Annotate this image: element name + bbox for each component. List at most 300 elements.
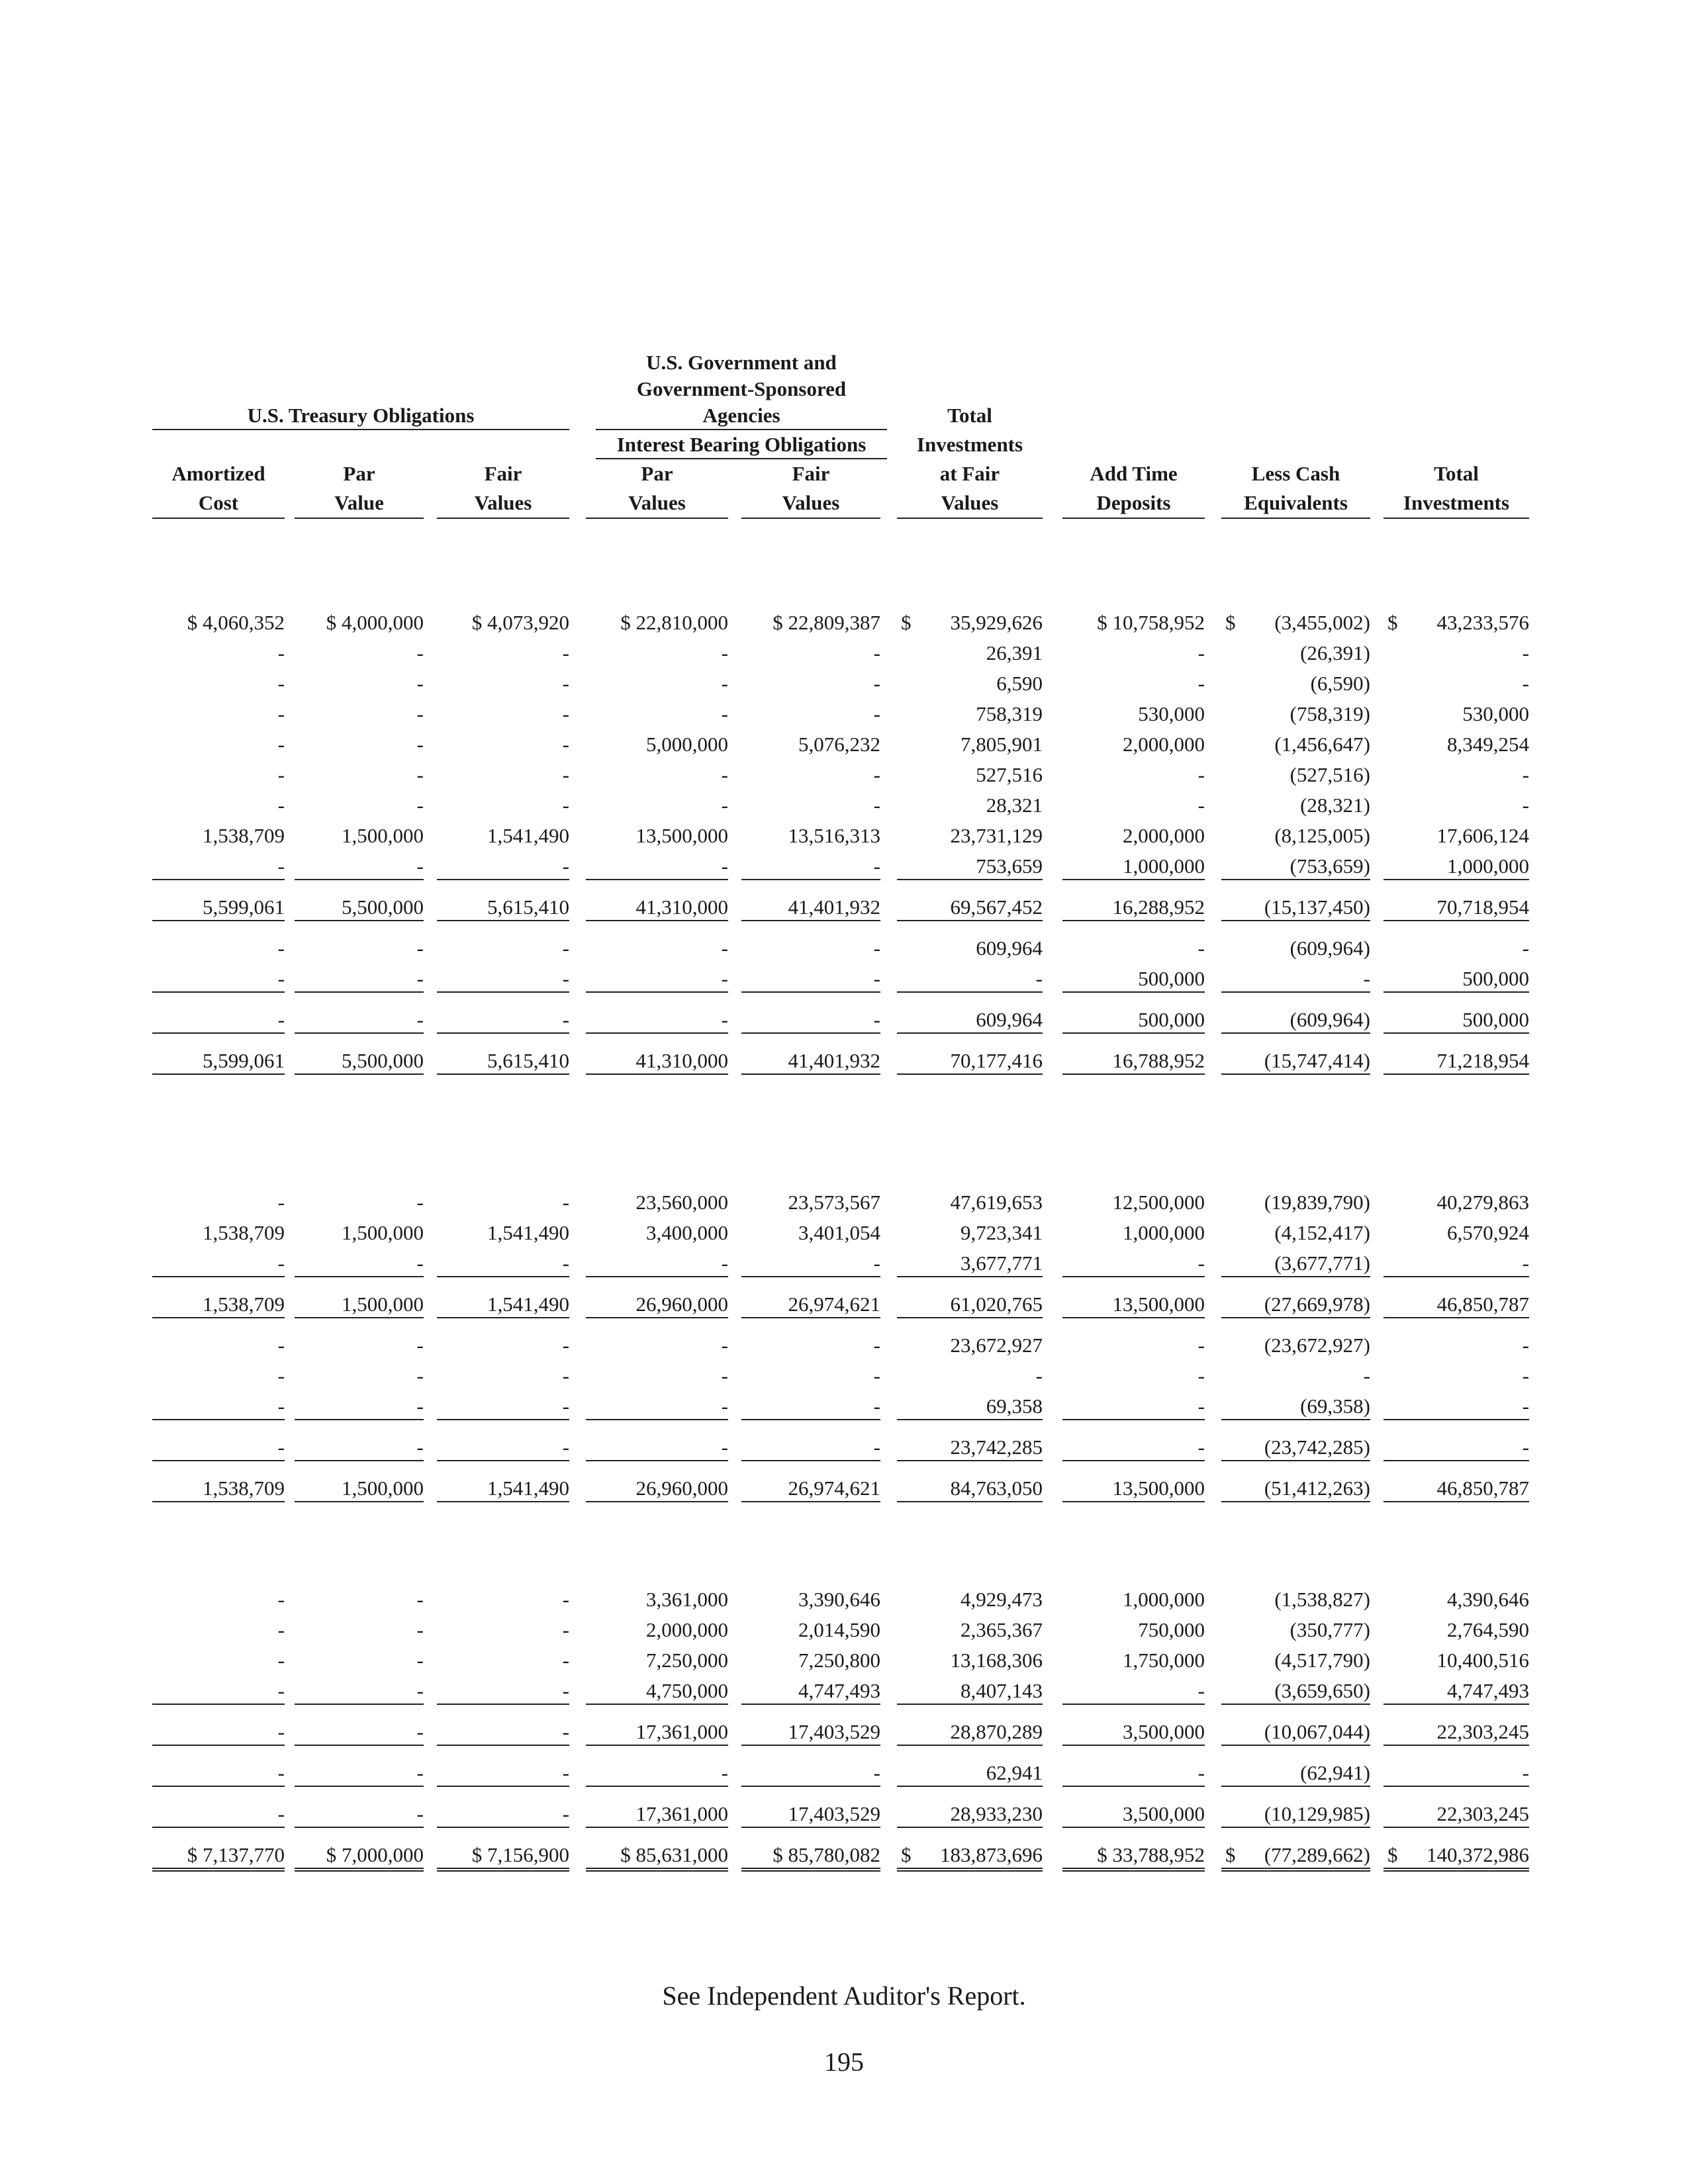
cell-value: 35,929,626 <box>950 611 1043 634</box>
cell-fair-values: - <box>437 1678 569 1705</box>
cell-par-value: - <box>416 672 424 695</box>
col-header-underline-amortized-cost <box>152 518 285 519</box>
cell-agency-fair-values: - <box>873 702 880 725</box>
cell-add-time-deposits: 1,000,000 <box>1062 854 1205 880</box>
cell-agency-par-values: $ 22,810,000 <box>620 611 728 634</box>
cell-agency-par-values: 5,000,000 <box>646 733 728 756</box>
header-gov-line-3: Agencies <box>702 404 780 427</box>
cell-fair-values: 5,615,410 <box>437 1048 569 1075</box>
cell-total-investments-fair-values: 609,964 <box>897 1007 1043 1034</box>
cell-add-time-deposits: 500,000 <box>1062 1007 1205 1034</box>
cell-add-time-deposits: 1,000,000 <box>1123 1221 1205 1244</box>
cell-par-value: $ 7,000,000 <box>295 1843 424 1872</box>
cell-agency-par-values: 7,250,000 <box>646 1649 728 1672</box>
table-row <box>152 936 1549 966</box>
cell-amortized-cost: - <box>277 1588 285 1611</box>
cell-total-investments-fair-values: 609,964 <box>976 936 1043 960</box>
cell-less-cash-equivalents: (350,777) <box>1289 1618 1370 1641</box>
cell-amortized-cost: - <box>152 1760 285 1787</box>
treasury-group-underline <box>152 429 569 430</box>
cell-par-value: 1,500,000 <box>342 1221 424 1244</box>
cell-fair-values: - <box>562 641 569 664</box>
cell-amortized-cost: - <box>152 1801 285 1828</box>
cell-fair-values: - <box>562 1364 569 1387</box>
cell-less-cash-equivalents: (8,125,005) <box>1274 824 1370 847</box>
col-header-par-value-1: Par <box>343 462 375 485</box>
cell-agency-fair-values: $ 22,809,387 <box>773 611 880 634</box>
cell-amortized-cost: - <box>152 1719 285 1746</box>
cell-amortized-cost: 1,538,709 <box>203 824 285 847</box>
col-header-agency-fair-values-1: Fair <box>792 462 830 485</box>
cell-agency-par-values: - <box>586 1251 728 1277</box>
cell-total-investments-fair-values: 84,763,050 <box>897 1476 1043 1502</box>
cell-agency-fair-values: - <box>741 1251 880 1277</box>
row-spacer <box>152 925 1549 936</box>
cell-add-time-deposits: - <box>1197 763 1205 786</box>
cell-agency-par-values: 4,750,000 <box>586 1678 728 1705</box>
cell-amortized-cost: - <box>152 1435 285 1461</box>
cell-less-cash-equivalents: (4,152,417) <box>1274 1221 1370 1244</box>
cell-value: (3,455,002) <box>1274 611 1370 634</box>
cell-amortized-cost: - <box>152 1678 285 1705</box>
cell-agency-fair-values: - <box>873 794 880 817</box>
cell-add-time-deposits: 530,000 <box>1138 702 1205 725</box>
col-header-fair-values-2: Values <box>474 491 532 514</box>
table-row <box>152 793 1549 823</box>
cell-add-time-deposits: - <box>1062 1394 1205 1420</box>
col-header-underline-agency-fair-values <box>741 518 880 519</box>
cell-less-cash-equivalents: (10,067,044) <box>1221 1719 1370 1746</box>
table-row <box>152 762 1549 793</box>
table-row <box>152 702 1549 732</box>
table-row <box>152 1220 1549 1251</box>
cell-total-investments-fair-values: 70,177,416 <box>897 1048 1043 1075</box>
cell-amortized-cost: 1,538,709 <box>203 1221 285 1244</box>
cell-add-time-deposits: 13,500,000 <box>1062 1476 1205 1502</box>
cell-amortized-cost: - <box>277 1334 285 1357</box>
cell-par-value: 1,500,000 <box>342 824 424 847</box>
cell-total-investments: - <box>1522 672 1529 695</box>
cell-total-investments <box>1383 610 1529 635</box>
cell-less-cash-equivalents: (51,412,263) <box>1221 1476 1370 1502</box>
cell-total-investments: 17,606,124 <box>1436 824 1529 847</box>
cell-total-investments: 40,279,863 <box>1436 1191 1529 1214</box>
row-spacer <box>152 1322 1549 1333</box>
cell-total-investments: 10,400,516 <box>1436 1649 1529 1672</box>
cell-less-cash-equivalents: (15,137,450) <box>1221 895 1370 921</box>
cell-agency-par-values: - <box>586 966 728 993</box>
cell-less-cash-equivalents: (15,747,414) <box>1221 1048 1370 1075</box>
cell-agency-fair-values: 4,747,493 <box>741 1678 880 1705</box>
cell-amortized-cost: - <box>152 1007 285 1034</box>
cell-agency-par-values: - <box>721 794 728 817</box>
cell-add-time-deposits: 1,000,000 <box>1123 1588 1205 1611</box>
cell-par-value: - <box>295 1719 424 1746</box>
cell-less-cash-equivalents: (62,941) <box>1221 1760 1370 1787</box>
cell-fair-values: $ 7,156,900 <box>437 1843 569 1872</box>
cell-amortized-cost: 1,538,709 <box>152 1292 285 1318</box>
cell-total-investments-fair-values <box>897 610 1043 635</box>
cell-add-time-deposits: 2,000,000 <box>1123 733 1205 756</box>
cell-agency-par-values: - <box>586 1007 728 1034</box>
cell-add-time-deposits: - <box>1062 1435 1205 1461</box>
cell-total-investments-fair-values: 23,731,129 <box>950 824 1043 847</box>
cell-total-investments: 2,764,590 <box>1447 1618 1529 1641</box>
cell-less-cash-equivalents: (1,538,827) <box>1274 1588 1370 1611</box>
cell-agency-par-values: - <box>721 702 728 725</box>
cell-agency-fair-values: - <box>873 672 880 695</box>
row-spacer <box>152 1281 1549 1292</box>
cell-fair-values: - <box>437 1394 569 1420</box>
cell-agency-fair-values: - <box>873 1364 880 1387</box>
table-row <box>152 1617 1549 1648</box>
cell-value: 140,372,986 <box>1427 1843 1529 1866</box>
cell-value: 43,233,576 <box>1436 611 1529 634</box>
cell-agency-fair-values: 17,403,529 <box>741 1719 880 1746</box>
col-header-underline-total-investments-fair-values <box>897 518 1043 519</box>
cell-total-investments-fair-values: 13,168,306 <box>950 1649 1043 1672</box>
cell-add-time-deposits: - <box>1197 936 1205 960</box>
cell-par-value: - <box>416 1649 424 1672</box>
cell-less-cash-equivalents: (3,677,771) <box>1221 1251 1370 1277</box>
cell-total-investments: 6,570,924 <box>1447 1221 1529 1244</box>
table-row <box>152 671 1549 702</box>
cell-agency-par-values: - <box>721 763 728 786</box>
cell-agency-fair-values: - <box>873 936 880 960</box>
col-header-total-investments-fair-values-1: at Fair <box>939 462 1000 485</box>
cell-fair-values: - <box>437 1251 569 1277</box>
cell-amortized-cost: 5,599,061 <box>152 895 285 921</box>
col-header-amortized-cost-2: Cost <box>198 491 239 514</box>
cell-par-value: - <box>295 1251 424 1277</box>
cell-fair-values: - <box>562 702 569 725</box>
cell-less-cash-equivalents: (609,964) <box>1289 936 1370 960</box>
cell-fair-values: - <box>562 1618 569 1641</box>
col-header-par-value-2: Value <box>334 491 384 514</box>
cell-par-value: - <box>416 641 424 664</box>
cell-agency-par-values: - <box>721 672 728 695</box>
cell-amortized-cost: $ 4,060,352 <box>187 611 285 634</box>
cell-fair-values: - <box>562 936 569 960</box>
cell-total-investments: - <box>1522 641 1529 664</box>
row-spacer <box>152 1791 1549 1801</box>
cell-less-cash-equivalents: (527,516) <box>1289 763 1370 786</box>
cell-total-investments-fair-values: 7,805,901 <box>961 733 1043 756</box>
cell-total-investments-fair-values: 61,020,765 <box>897 1292 1043 1318</box>
cell-total-investments-fair-values: 47,619,653 <box>950 1191 1043 1214</box>
cell-less-cash-equivalents: (3,659,650) <box>1221 1678 1370 1705</box>
investments-table <box>152 610 1549 1873</box>
cell-total-investments: - <box>1383 1760 1529 1787</box>
cell-less-cash-equivalents: (609,964) <box>1221 1007 1370 1034</box>
cell-add-time-deposits: 12,500,000 <box>1112 1191 1205 1214</box>
col-header-add-time-deposits-2: Deposits <box>1096 491 1171 514</box>
cell-amortized-cost: - <box>277 1618 285 1641</box>
cell-fair-values: - <box>437 854 569 880</box>
cell-add-time-deposits: 16,288,952 <box>1062 895 1205 921</box>
cell-total-investments-fair-values: - <box>1035 1364 1043 1387</box>
col-header-underline-par-value <box>295 518 424 519</box>
table-row <box>152 823 1549 854</box>
dollar-sign: $ <box>1387 611 1398 634</box>
cell-value: (77,289,662) <box>1264 1843 1370 1866</box>
auditor-report-note: See Independent Auditor's Report. <box>662 1981 1026 2011</box>
cell-agency-par-values: - <box>586 1435 728 1461</box>
table-row <box>152 1760 1549 1791</box>
cell-total-investments-fair-values: 527,516 <box>976 763 1043 786</box>
cell-less-cash-equivalents: (23,672,927) <box>1264 1334 1370 1357</box>
cell-amortized-cost: - <box>277 1191 285 1214</box>
cell-fair-values: 1,541,490 <box>487 824 569 847</box>
cell-total-investments-fair-values: 3,677,771 <box>897 1251 1043 1277</box>
col-header-underline-total-investments <box>1383 518 1529 519</box>
cell-amortized-cost: - <box>277 702 285 725</box>
cell-add-time-deposits: 3,500,000 <box>1062 1801 1205 1828</box>
cell-total-investments-fair-values: 8,407,143 <box>897 1678 1043 1705</box>
gov-group-underline <box>596 429 887 430</box>
cell-add-time-deposits: $ 10,758,952 <box>1097 611 1205 634</box>
cell-par-value: - <box>295 1760 424 1787</box>
cell-agency-fair-values: - <box>741 1394 880 1420</box>
table-row <box>152 1394 1549 1424</box>
cell-less-cash-equivalents: (26,391) <box>1300 641 1370 664</box>
cell-agency-fair-values: - <box>741 1760 880 1787</box>
cell-par-value: - <box>416 1191 424 1214</box>
row-spacer <box>152 1709 1549 1719</box>
header-gov-line-1: U.S. Government and <box>646 351 837 374</box>
cell-agency-fair-values: - <box>741 1435 880 1461</box>
cell-total-investments: 46,850,787 <box>1383 1476 1529 1502</box>
cell-add-time-deposits: 750,000 <box>1138 1618 1205 1641</box>
cell-amortized-cost: - <box>277 733 285 756</box>
col-header-total-investments-fair-values-2: Values <box>941 491 999 514</box>
cell-amortized-cost: - <box>277 1364 285 1387</box>
cell-par-value: - <box>416 702 424 725</box>
col-header-less-cash-equivalents-1: Less Cash <box>1251 462 1340 485</box>
table-row <box>152 1363 1549 1394</box>
cell-total-investments: - <box>1522 763 1529 786</box>
cell-amortized-cost: 1,538,709 <box>152 1476 285 1502</box>
cell-agency-fair-values: 23,573,567 <box>788 1191 880 1214</box>
cell-amortized-cost: - <box>277 672 285 695</box>
cell-par-value: $ 4,000,000 <box>326 611 424 634</box>
cell-total-investments-fair-values: 6,590 <box>996 672 1043 695</box>
col-header-underline-less-cash-equivalents <box>1221 518 1370 519</box>
table-row <box>152 1587 1549 1617</box>
cell-par-value: - <box>416 1588 424 1611</box>
cell-add-time-deposits: - <box>1062 1678 1205 1705</box>
gov-sub-underline <box>596 458 887 459</box>
table-row <box>152 1801 1549 1832</box>
cell-total-investments <box>1383 1843 1529 1872</box>
row-spacer <box>152 997 1549 1007</box>
cell-amortized-cost: - <box>277 763 285 786</box>
cell-total-investments: 71,218,954 <box>1383 1048 1529 1075</box>
col-header-total-investments-1: Total <box>1434 462 1479 485</box>
cell-agency-fair-values: - <box>873 763 880 786</box>
cell-amortized-cost: - <box>152 1251 285 1277</box>
table-row <box>152 1843 1549 1873</box>
cell-total-investments: 530,000 <box>1462 702 1529 725</box>
cell-par-value: - <box>416 763 424 786</box>
cell-amortized-cost: - <box>277 1649 285 1672</box>
cell-less-cash-equivalents <box>1221 610 1370 635</box>
cell-par-value: - <box>295 854 424 880</box>
cell-total-investments: 4,747,493 <box>1383 1678 1529 1705</box>
cell-less-cash-equivalents: (28,321) <box>1300 794 1370 817</box>
cell-par-value: - <box>416 794 424 817</box>
cell-fair-values: - <box>437 1801 569 1828</box>
cell-add-time-deposits: 1,750,000 <box>1123 1649 1205 1672</box>
cell-fair-values: - <box>437 1435 569 1461</box>
cell-add-time-deposits: $ 33,788,952 <box>1062 1843 1205 1872</box>
cell-total-investments: 500,000 <box>1383 1007 1529 1034</box>
table-row <box>152 610 1549 641</box>
cell-total-investments: - <box>1383 1435 1529 1461</box>
cell-add-time-deposits: 500,000 <box>1062 966 1205 993</box>
cell-total-investments-fair-values: 69,567,452 <box>897 895 1043 921</box>
cell-par-value: 5,500,000 <box>295 1048 424 1075</box>
cell-par-value: - <box>295 1007 424 1034</box>
cell-agency-fair-values: 2,014,590 <box>798 1618 880 1641</box>
cell-total-investments: 22,303,245 <box>1383 1719 1529 1746</box>
cell-agency-par-values: 26,960,000 <box>586 1292 728 1318</box>
cell-par-value: - <box>295 1678 424 1705</box>
cell-fair-values: 5,615,410 <box>437 895 569 921</box>
row-spacer <box>152 1465 1549 1476</box>
cell-agency-fair-values: 26,974,621 <box>741 1476 880 1502</box>
cell-agency-par-values: 23,560,000 <box>635 1191 728 1214</box>
dollar-sign: $ <box>1225 1843 1236 1866</box>
cell-agency-par-values: - <box>721 641 728 664</box>
cell-fair-values: - <box>562 672 569 695</box>
cell-agency-fair-values: 17,403,529 <box>741 1801 880 1828</box>
cell-agency-fair-values: 3,390,646 <box>798 1588 880 1611</box>
cell-total-investments-fair-values: 23,672,927 <box>950 1334 1043 1357</box>
cell-total-investments: 46,850,787 <box>1383 1292 1529 1318</box>
cell-par-value: - <box>416 936 424 960</box>
dollar-sign: $ <box>901 1843 912 1866</box>
cell-amortized-cost: - <box>277 641 285 664</box>
cell-agency-par-values: - <box>721 936 728 960</box>
row-spacer <box>152 884 1549 895</box>
cell-less-cash-equivalents: (753,659) <box>1221 854 1370 880</box>
cell-agency-fair-values: - <box>741 1007 880 1034</box>
row-spacer <box>152 1506 1549 1587</box>
cell-total-investments-fair-values: 62,941 <box>897 1760 1043 1787</box>
dollar-sign: $ <box>1225 611 1236 634</box>
cell-agency-fair-values: - <box>741 854 880 880</box>
col-header-fair-values-1: Fair <box>484 462 522 485</box>
table-row <box>152 641 1549 671</box>
cell-amortized-cost: $ 7,137,770 <box>152 1843 285 1872</box>
table-row <box>152 1190 1549 1220</box>
col-header-underline-agency-par-values <box>586 518 728 519</box>
cell-par-value: - <box>295 1394 424 1420</box>
cell-total-investments-fair-values: 753,659 <box>897 854 1043 880</box>
cell-less-cash-equivalents: (758,319) <box>1289 702 1370 725</box>
cell-fair-values: - <box>562 1334 569 1357</box>
table-row <box>152 1048 1549 1079</box>
cell-add-time-deposits: 13,500,000 <box>1062 1292 1205 1318</box>
cell-total-investments-fair-values: - <box>897 966 1043 993</box>
cell-fair-values: - <box>437 1719 569 1746</box>
cell-agency-par-values: - <box>586 854 728 880</box>
row-spacer <box>152 1424 1549 1435</box>
cell-less-cash-equivalents <box>1221 1843 1370 1872</box>
cell-agency-par-values: 41,310,000 <box>586 895 728 921</box>
cell-less-cash-equivalents: (23,742,285) <box>1221 1435 1370 1461</box>
table-row <box>152 1292 1549 1322</box>
cell-total-investments: - <box>1522 936 1529 960</box>
cell-total-investments-fair-values: 69,358 <box>897 1394 1043 1420</box>
cell-total-investments-fair-values: 26,391 <box>986 641 1043 664</box>
cell-total-investments-fair-values: 28,321 <box>986 794 1043 817</box>
cell-total-investments: 1,000,000 <box>1383 854 1529 880</box>
cell-add-time-deposits: 3,500,000 <box>1062 1719 1205 1746</box>
cell-total-investments-fair-values: 758,319 <box>976 702 1043 725</box>
col-header-agency-par-values-1: Par <box>641 462 673 485</box>
cell-agency-par-values: 17,361,000 <box>586 1719 728 1746</box>
cell-total-investments-fair-values: 28,933,230 <box>897 1801 1043 1828</box>
cell-agency-fair-values: - <box>873 1334 880 1357</box>
cell-fair-values: - <box>562 733 569 756</box>
cell-add-time-deposits: - <box>1197 672 1205 695</box>
table-row <box>152 1251 1549 1281</box>
cell-fair-values: - <box>562 763 569 786</box>
cell-total-investments-fair-values: 9,723,341 <box>961 1221 1043 1244</box>
cell-total-investments: 70,718,954 <box>1383 895 1529 921</box>
table-row <box>152 1435 1549 1465</box>
row-spacer <box>152 1038 1549 1048</box>
cell-less-cash-equivalents: (6,590) <box>1310 672 1370 695</box>
cell-less-cash-equivalents: (69,358) <box>1221 1394 1370 1420</box>
cell-total-investments: - <box>1522 1334 1529 1357</box>
col-header-amortized-cost-1: Amortized <box>171 462 265 485</box>
cell-fair-values: - <box>562 1649 569 1672</box>
header-total-fair-1: Total <box>947 404 992 427</box>
cell-fair-values: - <box>437 1007 569 1034</box>
cell-agency-par-values: - <box>586 1760 728 1787</box>
cell-agency-par-values: 41,310,000 <box>586 1048 728 1075</box>
table-row <box>152 1678 1549 1709</box>
cell-total-investments: - <box>1383 1394 1529 1420</box>
cell-par-value: 1,500,000 <box>295 1476 424 1502</box>
cell-agency-par-values: - <box>721 1334 728 1357</box>
cell-agency-par-values: $ 85,631,000 <box>586 1843 728 1872</box>
cell-amortized-cost: - <box>152 854 285 880</box>
table-row <box>152 1719 1549 1750</box>
cell-amortized-cost: - <box>277 794 285 817</box>
cell-agency-fair-values: $ 85,780,082 <box>741 1843 880 1872</box>
cell-agency-fair-values: - <box>873 641 880 664</box>
dollar-sign: $ <box>901 611 912 634</box>
cell-agency-fair-values: 41,401,932 <box>741 1048 880 1075</box>
table-row <box>152 966 1549 997</box>
cell-add-time-deposits: - <box>1197 1364 1205 1387</box>
cell-add-time-deposits: - <box>1197 641 1205 664</box>
cell-total-investments: 4,390,646 <box>1447 1588 1529 1611</box>
col-header-agency-fair-values-2: Values <box>782 491 840 514</box>
cell-amortized-cost: 5,599,061 <box>152 1048 285 1075</box>
cell-less-cash-equivalents: (4,517,790) <box>1274 1649 1370 1672</box>
col-header-total-investments-2: Investments <box>1403 491 1510 514</box>
cell-less-cash-equivalents: (19,839,790) <box>1264 1191 1370 1214</box>
col-header-agency-par-values-2: Values <box>628 491 686 514</box>
cell-par-value: 5,500,000 <box>295 895 424 921</box>
table-row <box>152 1648 1549 1678</box>
cell-add-time-deposits: 16,788,952 <box>1062 1048 1205 1075</box>
